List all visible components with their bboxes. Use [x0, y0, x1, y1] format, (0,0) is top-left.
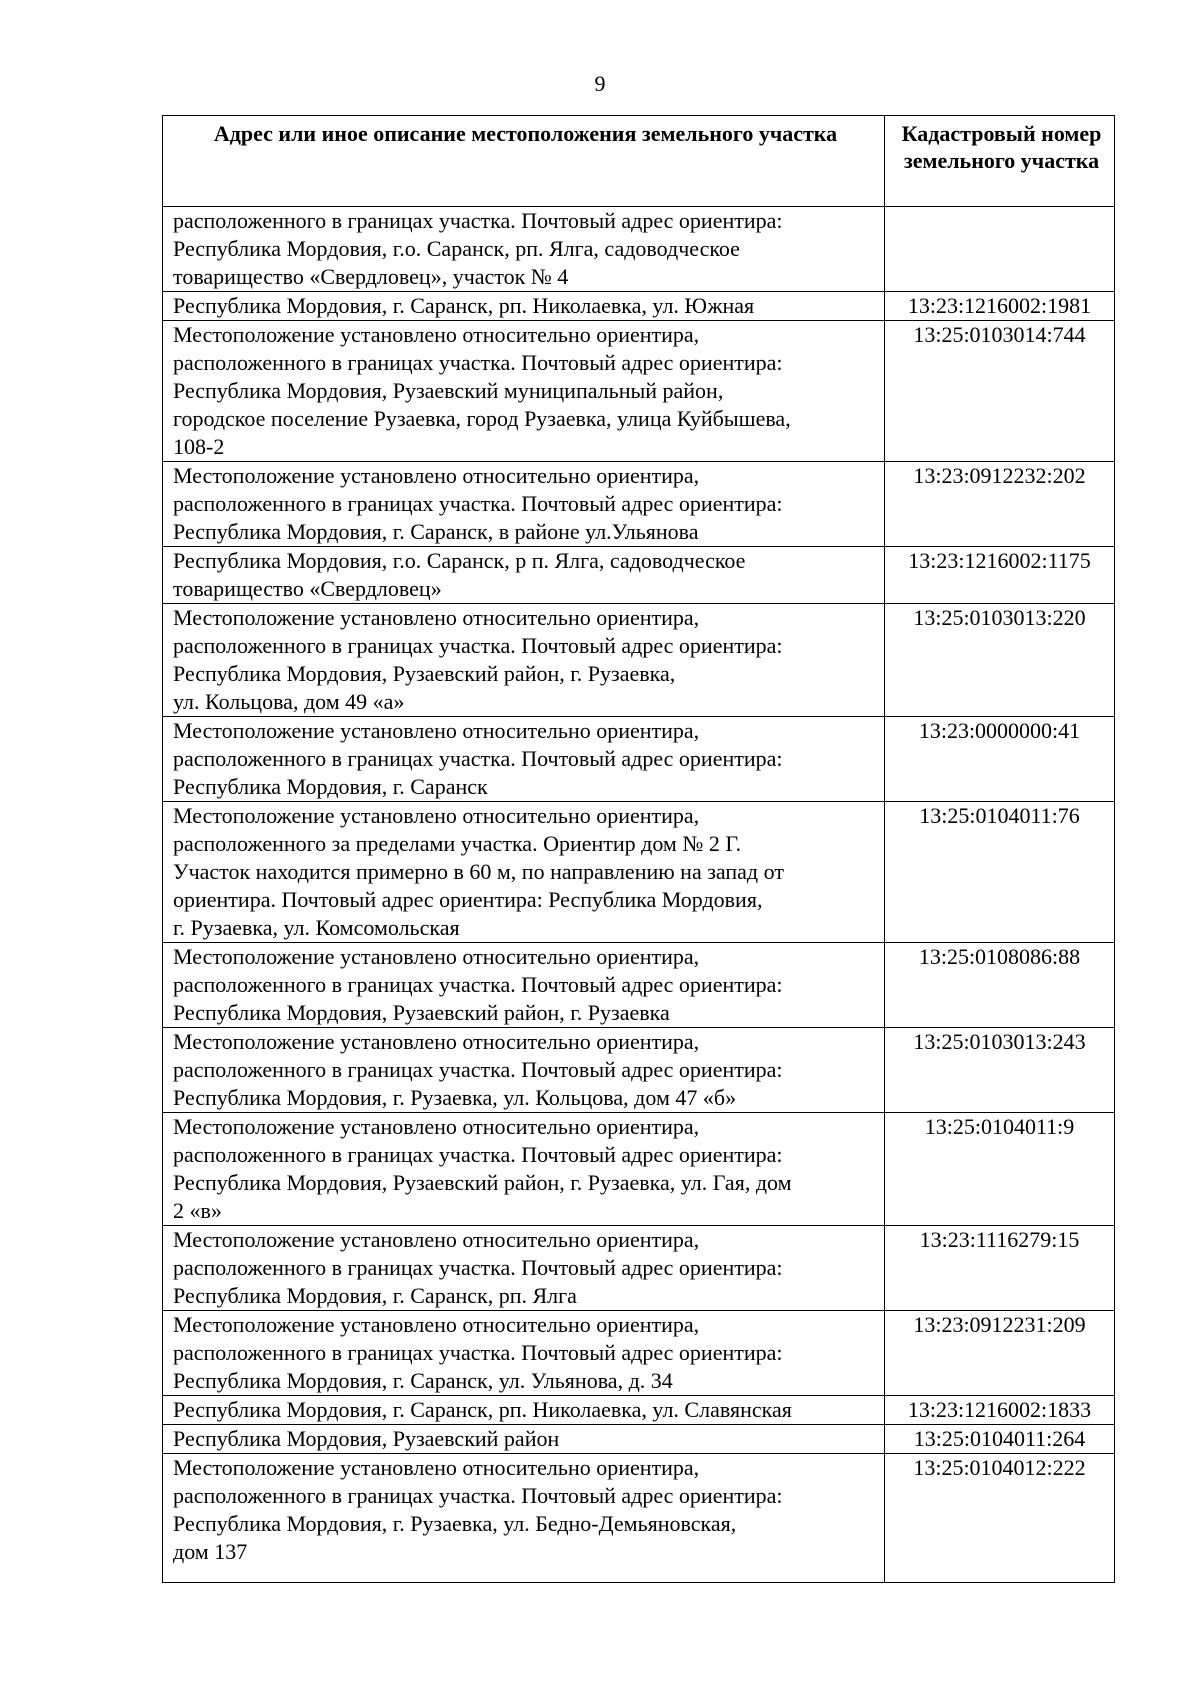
table-row — [163, 943, 1115, 1028]
table-row — [163, 547, 1115, 604]
address-cell: Республика Мордовия, г. Саранск, рп. Николаевка, ул. Славянская — [163, 1396, 885, 1425]
address-cell: Местоположение установлено относительно ориентира, расположенного в границах участка. Почтовый адрес ориентира: Республика Мордовия, г. Саранск — [163, 717, 885, 802]
address-cell: Местоположение установлено относительно ориентира, расположенного в границах участка. Почтовый адрес ориентира: Республика Мордовия, Рузаевский район, г. Рузаевка, ул. Гая, дом 2 «в» — [163, 1113, 885, 1226]
table-row — [163, 604, 1115, 717]
table-row — [163, 1425, 1115, 1454]
cadastral-number-cell: 13:25:0103014:744 — [885, 321, 1115, 462]
table-row — [163, 321, 1115, 462]
address-cell: Местоположение установлено относительно ориентира, расположенного в границах участка. Почтовый адрес ориентира: Республика Мордовия, Рузаевский район, г. Рузаевка — [163, 943, 885, 1028]
table-row — [163, 802, 1115, 943]
table-row — [163, 1028, 1115, 1113]
cadastral-number-cell: 13:23:1216002:1981 — [885, 292, 1115, 321]
table-row — [163, 1113, 1115, 1226]
table-row — [163, 1396, 1115, 1425]
address-cell: Республика Мордовия, г.о. Саранск, р п. Ялга, садоводческое товарищество «Свердловец» — [163, 547, 885, 604]
table-row — [163, 462, 1115, 547]
table-header-row — [163, 116, 1115, 207]
address-cell: Республика Мордовия, Рузаевский район — [163, 1425, 885, 1454]
cadastral-number-cell — [885, 207, 1115, 292]
cadastral-number-cell: 13:25:0104011:9 — [885, 1113, 1115, 1226]
land-plots-table — [162, 115, 1115, 1583]
table-row — [163, 292, 1115, 321]
cadastral-number-cell: 13:23:0912232:202 — [885, 462, 1115, 547]
cadastral-number-cell: 13:25:0103013:220 — [885, 604, 1115, 717]
table-row — [163, 1226, 1115, 1311]
address-cell: Местоположение установлено относительно ориентира, расположенного за пределами участка. Ориентир дом № 2 Г. Участок находится примерно в 60 м, по направлению на запад от ориентира. Почтовый адрес ориентира: Республика Мордовия, г. Рузаевка, ул. Комсомольская — [163, 802, 885, 943]
cadastral-number-cell: 13:25:0104011:76 — [885, 802, 1115, 943]
address-cell: расположенного в границах участка. Почтовый адрес ориентира: Республика Мордовия, г.о. Саранск, рп. Ялга, садоводческое товарищество «Свердловец», участок № 4 — [163, 207, 885, 292]
address-column-header: Адрес или иное описание местоположения земельного участка — [163, 116, 885, 207]
table-row — [163, 1311, 1115, 1396]
table-row — [163, 207, 1115, 292]
cadastral-number-cell: 13:23:1216002:1833 — [885, 1396, 1115, 1425]
cadastral-number-cell: 13:23:0912231:209 — [885, 1311, 1115, 1396]
cadastral-number-cell: 13:25:0104012:222 — [885, 1454, 1115, 1583]
cadastral-number-cell: 13:25:0104011:264 — [885, 1425, 1115, 1454]
page-number: 9 — [594, 71, 606, 96]
address-cell: Республика Мордовия, г. Саранск, рп. Николаевка, ул. Южная — [163, 292, 885, 321]
cadastral-column-header: Кадастровый номер земельного участка — [885, 116, 1115, 207]
address-cell: Местоположение установлено относительно ориентира, расположенного в границах участка. Почтовый адрес ориентира: Республика Мордовия, г. Саранск, рп. Ялга — [163, 1226, 885, 1311]
cadastral-number-cell: 13:23:0000000:41 — [885, 717, 1115, 802]
table-row — [163, 1454, 1115, 1583]
cadastral-number-cell: 13:25:0108086:88 — [885, 943, 1115, 1028]
address-cell: Местоположение установлено относительно ориентира, расположенного в границах участка. Почтовый адрес ориентира: Республика Мордовия, Рузаевский район, г. Рузаевка, ул. Кольцова, дом 49 «а» — [163, 604, 885, 717]
address-cell: Местоположение установлено относительно ориентира, расположенного в границах участка. Почтовый адрес ориентира: Республика Мордовия, Рузаевский муниципальный район, городское поселение Рузаевка, город Рузаевка, улица Куйбышева, 108-2 — [163, 321, 885, 462]
cadastral-number-cell: 13:23:1216002:1175 — [885, 547, 1115, 604]
address-cell: Местоположение установлено относительно ориентира, расположенного в границах участка. Почтовый адрес ориентира: Республика Мордовия, г. Рузаевка, ул. Бедно-Демьяновская, дом 137 — [163, 1454, 885, 1583]
address-cell: Местоположение установлено относительно ориентира, расположенного в границах участка. Почтовый адрес ориентира: Республика Мордовия, г. Саранск, ул. Ульянова, д. 34 — [163, 1311, 885, 1396]
address-cell: Местоположение установлено относительно ориентира, расположенного в границах участка. Почтовый адрес ориентира: Республика Мордовия, г. Саранск, в районе ул.Ульянова — [163, 462, 885, 547]
cadastral-number-cell: 13:25:0103013:243 — [885, 1028, 1115, 1113]
table-row — [163, 717, 1115, 802]
address-cell: Местоположение установлено относительно ориентира, расположенного в границах участка. Почтовый адрес ориентира: Республика Мордовия, г. Рузаевка, ул. Кольцова, дом 47 «б» — [163, 1028, 885, 1113]
cadastral-number-cell: 13:23:1116279:15 — [885, 1226, 1115, 1311]
